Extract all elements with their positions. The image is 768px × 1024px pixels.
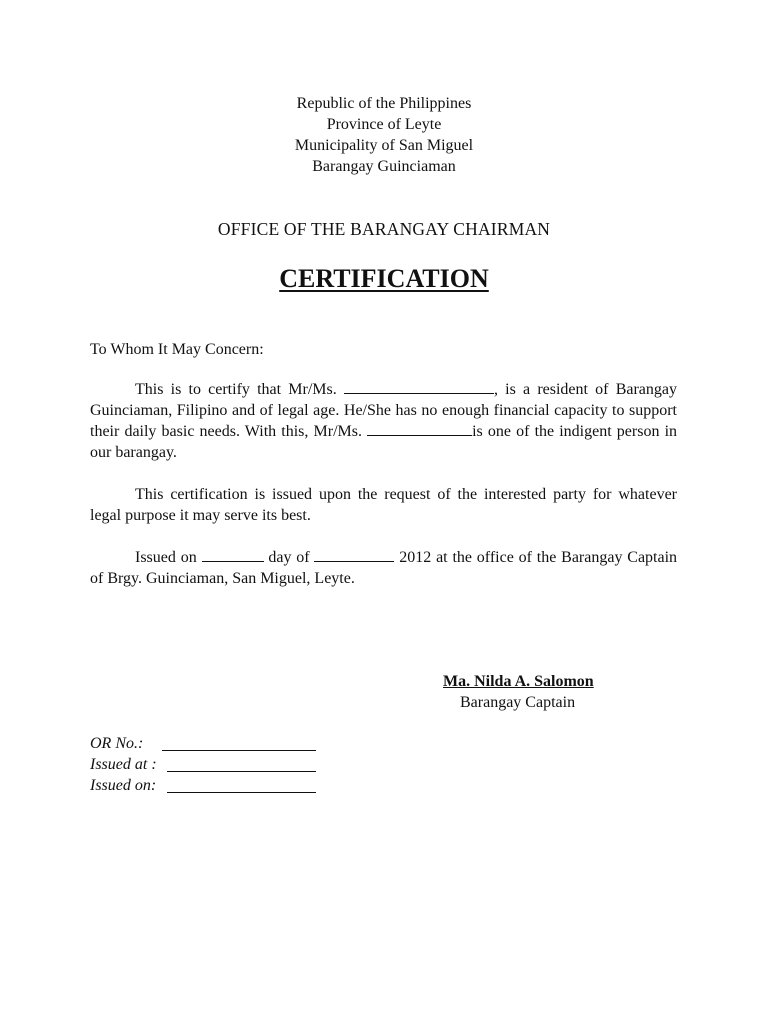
signatory-title: Barangay Captain — [460, 694, 576, 711]
issued-on-line — [167, 776, 316, 793]
header-province: Province of Leyte — [326, 116, 442, 133]
issued-day-blank — [202, 547, 264, 562]
issued-at-line — [167, 755, 316, 772]
paragraph-issued-text-c: 2012 at the office of the Barangay Captain of Brgy. Guinciaman, San Miguel, Leyte. — [90, 549, 678, 587]
header-municipality: Municipality of San Miguel — [294, 137, 474, 154]
greeting: To Whom It May Concern: — [90, 341, 264, 358]
or-number-line — [162, 734, 316, 751]
indigent-name-blank — [367, 421, 472, 436]
signatory-name: Ma. Nilda A. Salomon — [443, 673, 594, 690]
paragraph-certify — [90, 379, 677, 463]
paragraph-certify-text-a: This is to certify that Mr/Ms. — [135, 381, 337, 398]
or-number-label: OR No.: — [90, 735, 144, 752]
paragraph-issued — [90, 547, 677, 589]
office-heading: OFFICE OF THE BARANGAY CHAIRMAN — [217, 219, 551, 239]
issued-on-label: Issued on: — [90, 777, 157, 794]
paragraph-certify-text-c: is a resident of Barangay Guinciaman, Filipino and of legal age. He/She has no enough financial capacity to support their daily basic needs. With this, Mr/Ms. — [90, 381, 678, 440]
paragraph-certify-text-d: is one of the indigent person in our barangay. — [90, 423, 678, 461]
paragraph-issued-text-b: day of — [268, 549, 310, 566]
header-barangay: Barangay Guinciaman — [312, 158, 456, 175]
issued-month-blank — [314, 547, 394, 562]
paragraph-issued-text-a: Issued on — [135, 549, 197, 566]
paragraph-certify-text-b: , — [493, 381, 498, 398]
header-country: Republic of the Philippines — [296, 95, 472, 112]
resident-name-blank — [344, 379, 494, 394]
paragraph-purpose: This certification is issued upon the request of the interested party for whatever legal purpose it may serve its best. — [90, 486, 677, 524]
issued-at-label: Issued at : — [90, 756, 157, 773]
document-title: CERTIFICATION — [279, 264, 489, 293]
